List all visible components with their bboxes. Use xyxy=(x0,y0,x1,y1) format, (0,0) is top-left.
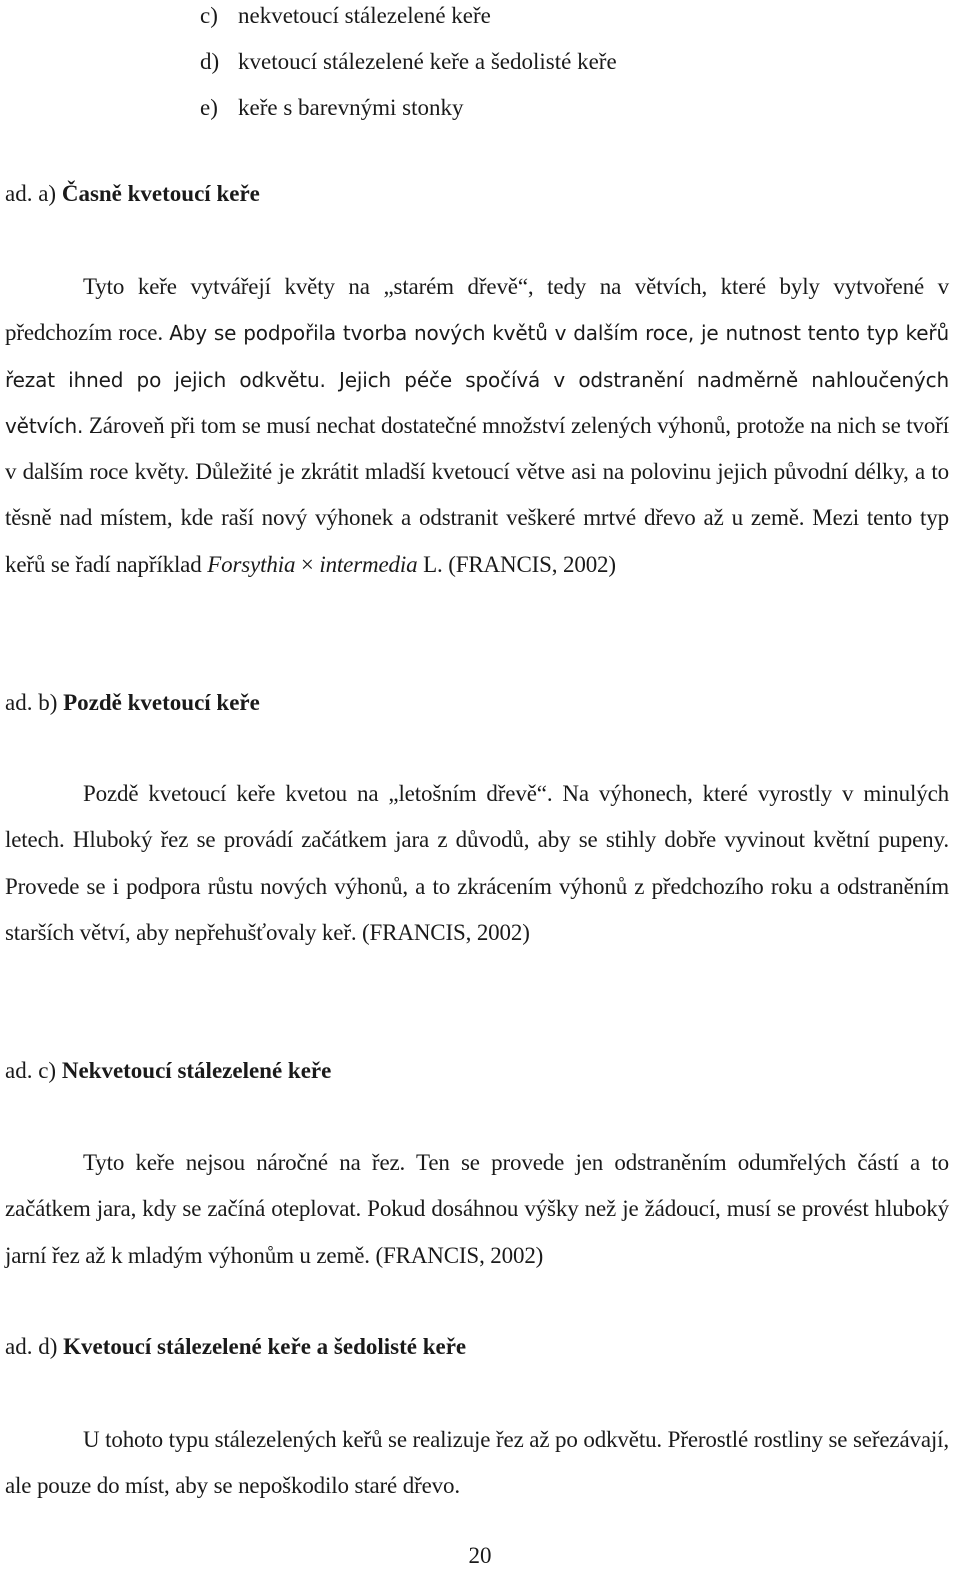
section-heading-b xyxy=(5,680,260,726)
section-heading-a xyxy=(5,171,260,217)
list-marker: c) xyxy=(200,3,218,28)
list-item xyxy=(200,39,617,85)
list-item-text: kvetoucí stálezelené keře a šedolisté keře xyxy=(238,49,617,74)
shrub-category-list xyxy=(200,0,617,131)
heading-title: Kvetoucí stálezelené keře a šedolisté keře xyxy=(63,1334,467,1359)
paragraph-text: L. (FRANCIS, 2002) xyxy=(423,551,616,577)
heading-title: Pozdě kvetoucí keře xyxy=(63,690,260,715)
heading-prefix: ad. d) xyxy=(5,1334,58,1359)
heading-title: Nekvetoucí stálezelené keře xyxy=(61,1058,332,1083)
list-item xyxy=(200,0,617,39)
section-paragraph-a xyxy=(5,264,949,588)
list-marker: d) xyxy=(200,49,220,74)
section-paragraph-b: Pozdě kvetoucí keře kvetou na „letošním dřevě“. Na výhonech, které vyrostly v minulých letech. Hluboký řez se provádí začátkem jara z důvodů, aby se stihly dobře vyvinout květní pupeny. Provede se i podpora růstu nových výhonů, a to zkrácením výhonů z předchozího roku a odstraněním starších větví, aby nepřehušťovaly keř. (FRANCIS, 2002) xyxy=(5,781,949,945)
page-number: 20 xyxy=(468,1543,492,1568)
paragraph-text: Zároveň při tom se musí nechat dostatečné množství zelených výhonů, protože na nich se tvoří v dalším roce květy. xyxy=(5,412,949,485)
paragraph-text: Mezi tento typ keřů se řadí například xyxy=(5,505,949,577)
list-marker: e) xyxy=(200,95,218,120)
section-paragraph-d: U tohoto typu stálezelených keřů se realizuje řez až po odkvětu. Přerostlé rostliny se seřezávají, ale pouze do míst, aby se nepoškodilo staré dřevo. xyxy=(5,1427,949,1499)
list-item-text: keře s barevnými stonky xyxy=(238,95,464,120)
hybrid-cross: × xyxy=(300,551,314,577)
species-epithet: intermedia xyxy=(319,551,418,577)
list-item xyxy=(200,85,617,131)
list-item-text: nekvetoucí stálezelené keře xyxy=(238,3,491,28)
species-genus: Forsythia xyxy=(207,551,296,577)
paragraph-text: Aby se podpořila tvorba nových květů v dalším roce, je nutnost tento typ keřů řezat ihned po jejich odkvětu. Jejich péče spočívá v odstranění nadměrně nahloučených větvích. xyxy=(5,321,949,438)
heading-prefix: ad. b) xyxy=(5,690,58,715)
section-heading-d xyxy=(5,1324,466,1370)
paragraph-text: Tyto keře vytvářejí květy na „starém dřevě“, tedy na větvích, které byly vytvořené v předchozím roce. xyxy=(5,274,949,346)
heading-prefix: ad. c) xyxy=(5,1058,57,1083)
section-heading-c xyxy=(5,1048,331,1094)
heading-prefix: ad. a) xyxy=(5,181,57,206)
paragraph-text: Důležité je zkrátit mladší kvetoucí větve asi na polovinu jejich původní délky, a to těsně nad místem, kde raší nový výhonek a odstranit veškeré mrtvé dřevo až u země. xyxy=(5,459,949,531)
heading-title: Časně kvetoucí keře xyxy=(61,181,260,206)
section-paragraph-c: Tyto keře nejsou náročné na řez. Ten se provede jen odstraněním odumřelých částí a to začátkem jara, kdy se začíná oteplovat. Pokud dosáhnou výšky než je žádoucí, musí se provést hluboký jarní řez až k mladým výhonům u země. (FRANCIS, 2002) xyxy=(5,1150,949,1268)
